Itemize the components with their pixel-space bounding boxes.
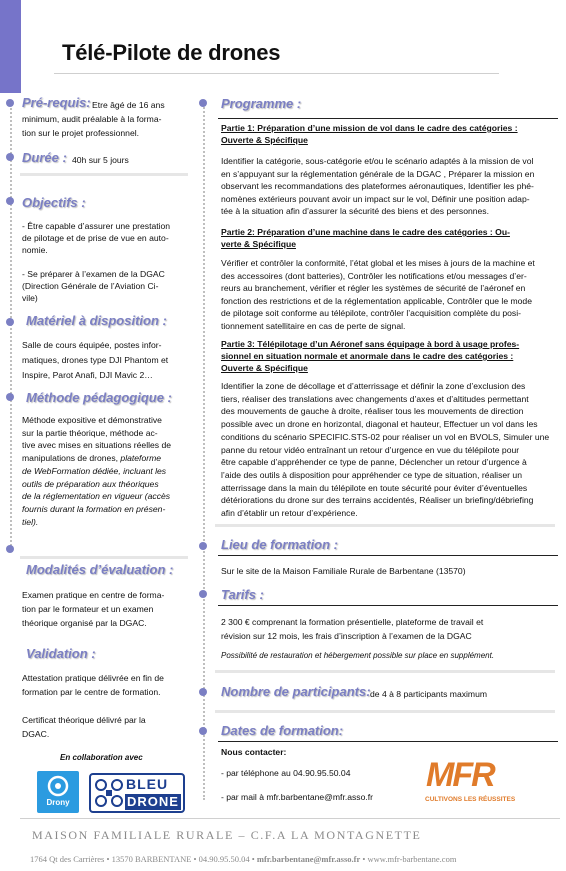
modalites-line: Examen pratique en centre de forma- (22, 590, 165, 600)
bullet (199, 727, 207, 735)
part3-title-line: sionnel en situation normale et anormale dans le cadre des catégories : (221, 351, 514, 361)
part3-line: être capable d’appréhender ce type de panne, Déclencher un retour d’urgence à (221, 457, 527, 468)
footer-address: 1764 Qt des Carrières • 13570 BARBENTANE • 04.90.95.50.04 • (30, 854, 255, 864)
validation-label: Validation : (26, 646, 96, 661)
tarifs-text-1: 2 300 € comprenant la formation présentielle, plateforme de travail et (221, 617, 484, 627)
tarifs-underline (218, 605, 558, 606)
materiel-text (22, 338, 190, 383)
objectifs-line: vile) (22, 293, 38, 303)
bullet (6, 153, 14, 161)
objectifs-line (22, 256, 190, 268)
modalites-line: théorique organisé par la DGAC. (22, 618, 147, 628)
objectifs-line: nomie. (22, 245, 48, 255)
duree-text: 40h sur 5 jours (72, 155, 129, 165)
prereq-text-2: minimum, audit préalable à la forma- (22, 114, 162, 124)
footer-email[interactable]: mfr.barbentane@mfr.asso.fr (256, 854, 361, 864)
objectifs-line: - Se préparer à l’examen de la DGAC (22, 269, 165, 279)
prereq-text-3: tion sur le projet professionnel. (22, 128, 140, 138)
part2-line: reurs au branchement, vérifier et régler les systèmes de sécurité de l’aéronef en (221, 283, 526, 293)
bullet (199, 590, 207, 598)
part2-title-line: verte & Spécifique (221, 239, 296, 249)
duree-label: Durée : (22, 150, 67, 165)
lieu-text: Sur le site de la Maison Familiale Rurale de Barbentane (13570) (221, 566, 466, 576)
part3-line: panne du retour vidéo entraînant un retour d’urgence en vue du télépilote pour (221, 444, 520, 455)
methode-line: de WebFormation dédiée, incluant les (22, 465, 167, 476)
part3-line: afin d’établir un retour d’expérience. (221, 508, 358, 519)
bullet (6, 318, 14, 326)
part3-line: tiers, réaliser des translations avec changements d’axes et d’altitudes permettant (221, 393, 529, 404)
part3-line: conditions du scénario SPECIFIC.STS-02 pour réaliser un vol en BVOLS, Simuler une (221, 431, 550, 442)
objectifs-text (22, 220, 190, 304)
materiel-line: Inspire, Parot Anafi, DJI Mavic 2… (22, 370, 153, 380)
materiel-line: matiques, drones type DJI Phantom et (22, 355, 169, 365)
mfr-logo (418, 756, 538, 806)
part1-title-line: Ouverte & Spécifique (221, 135, 308, 145)
page-title: Télé-Pilote de drones (62, 40, 281, 65)
modalites-text (22, 588, 192, 630)
collab-text: En collaboration avec (60, 753, 143, 762)
methode-italic: plateforme (120, 453, 162, 464)
contact-label: Nous contacter: (221, 747, 287, 757)
tarifs-text-2: révision sur 12 mois, les frais d’inscription à l’examen de la DGAC (221, 631, 472, 641)
footer-website[interactable]: • www.mfr-barbentane.com (362, 854, 457, 864)
participants-text: de 4 à 8 participants maximum (370, 689, 488, 699)
dates-underline (218, 741, 558, 742)
part2-title (221, 226, 561, 250)
lieu-label: Lieu de formation : (221, 537, 338, 552)
bleu-drone-text-1: BLEU (126, 776, 169, 792)
methode-line: fournis durant la formation en présen- (22, 503, 166, 514)
bullet (6, 99, 14, 107)
part1-line: en s’appuyant sur la réglementation générale de la DGAC , Préparer la mission en (221, 168, 535, 179)
programme-underline (218, 118, 558, 119)
part2-line: tionnement satellitaire en cas de perte de signal. (221, 320, 406, 331)
part1-line: observant les recommandations des plateformes aéronautiques, Identifier les phé- (221, 181, 534, 191)
prereq-text-1: Etre âgé de 16 ans (92, 100, 165, 110)
part1-title (221, 122, 561, 146)
footer-title: MAISON FAMILIALE RURALE – C.F.A LA MONTAGNETTE (32, 828, 422, 842)
methode-line: sur la partie théorique, méthode ac- (22, 427, 158, 438)
bleu-drone-logo (89, 773, 185, 813)
bullet (6, 393, 14, 401)
tarifs-label: Tarifs : (221, 587, 264, 602)
part3-title-line: Partie 3: Télépilotage d’un Aéronef sans équipage à bord à usage profes- (221, 339, 520, 349)
methode-line: de la réglementation en vigueur (accès (22, 491, 171, 502)
separator (215, 524, 555, 527)
part3-line: l’aide des outils à disposition pour appréhender ce type de situation, réaliser un (221, 469, 522, 480)
part3-line: Identifier la zone de décollage et d’atterrissage et définir la zone d’exclusion des (221, 381, 526, 391)
title-underline (54, 73, 499, 74)
part3-title-line: Ouverte & Spécifique (221, 363, 308, 373)
part1-line: tée à la situation afin d’assurer la sécurité des biens et des personnes. (221, 206, 489, 216)
methode-line: tiel). (22, 516, 39, 527)
part1-line: nomènes extérieurs pouvant avoir un impact sur le vol, Définir une position adap- (221, 193, 530, 204)
quadcopter-icon (94, 778, 124, 808)
top-accent-bar (0, 0, 21, 93)
objectifs-line: de pilotage et de prise de vue en auto- (22, 233, 169, 243)
bullet (6, 545, 14, 553)
mfr-tagline: CULTIVONS LES RÉUSSITES (425, 796, 516, 803)
part2-text (221, 257, 566, 332)
part3-line: détériorations du drone sur des terrains accidentés, Réaliser un briefing/débriefing (221, 495, 534, 506)
validation-line: Attestation pratique délivrée en fin de (22, 673, 164, 683)
part2-line: fonction des restrictions et de la réglementation applicable, Contrôler que le mode (221, 295, 532, 306)
methode-label: Méthode pédagogique : (26, 390, 172, 405)
modalites-label: Modalités d’évaluation : (26, 562, 174, 577)
part3-line: possible avec un drone en horizontal, diagonal et hauteur, Effectuer un vol dans les (221, 419, 538, 430)
objectifs-label: Objectifs : (22, 195, 86, 210)
part3-line: atterrissage dans la main du télépilote en toute sécurité pour éviter d’éventuelles (221, 482, 528, 493)
bleu-drone-text-2: DRONE (125, 794, 181, 810)
validation-line (22, 699, 192, 713)
drony-logo-icon (37, 773, 79, 801)
bullet (199, 99, 207, 107)
materiel-label: Matériel à disposition : (26, 313, 167, 328)
methode-line: tive avec mises en situations réelles de (22, 440, 172, 451)
separator (215, 670, 555, 673)
footer-separator (20, 818, 560, 819)
participants-label: Nombre de participants: (221, 684, 371, 699)
separator (20, 556, 188, 559)
contact-phone: - par téléphone au 04.90.95.50.04 (221, 768, 351, 778)
part2-line: Vérifier et contrôler la conformité, l’état global et les mises à jours de la machine et (221, 258, 535, 268)
part1-text (221, 155, 566, 218)
separator (215, 710, 555, 713)
objectifs-line: - Être capable d’assurer une prestation (22, 221, 171, 231)
part2-line: des accessoires (dont batteries), Contrôler les notifications et/ou messages d’er- (221, 270, 527, 281)
materiel-line: Salle de cours équipée, postes infor- (22, 340, 162, 350)
validation-text (22, 671, 192, 741)
modalites-line: tion par le formateur et un examen (22, 604, 154, 614)
dates-label: Dates de formation: (221, 723, 344, 738)
part1-title-line: Partie 1: Préparation d’une mission de vol dans le cadre des catégories : (221, 123, 518, 133)
part1-line: Identifier la catégorie, sous-catégorie et/ou le scénario adaptés à la mission de vol (221, 156, 534, 166)
bullet (6, 197, 14, 205)
validation-line: Certificat théorique délivré par la (22, 715, 146, 725)
methode-line: Méthode expositive et démonstrative (22, 415, 162, 425)
lieu-underline (218, 555, 558, 556)
part3-line: des mouvements de gauche à droite, réaliser tous les mouvements de direction (221, 406, 524, 417)
separator (20, 173, 188, 176)
drony-logo-text: Drony (46, 798, 70, 807)
footer-address-line (30, 854, 456, 864)
bullet (199, 688, 207, 696)
drony-logo (37, 771, 79, 813)
methode-line-start: manipulations de drones, (22, 453, 121, 464)
bullet (199, 542, 207, 550)
objectifs-line: (Direction Générale de l’Aviation Ci- (22, 281, 159, 291)
part3-text (221, 380, 566, 520)
programme-label: Programme : (221, 96, 302, 111)
validation-line: formation par le centre de formation. (22, 687, 161, 697)
tarifs-note: Possibilité de restauration et hébergement possible sur place en supplément. (221, 651, 495, 660)
methode-line (22, 452, 192, 465)
part2-title-line: Partie 2: Préparation d’une machine dans le cadre des catégories : Ou- (221, 227, 510, 237)
methode-text (22, 414, 192, 528)
part2-line: de pilotage soit conforme au télépilote, contrôler l’acquisition complète du posi- (221, 308, 521, 318)
contact-mail: - par mail à mfr.barbentane@mfr.asso.fr (221, 792, 374, 802)
mfr-logo-text: MFR (426, 756, 494, 794)
validation-line: DGAC. (22, 729, 50, 739)
part3-title (221, 338, 566, 374)
methode-line: outils de préparation aux théoriques (22, 478, 159, 489)
prereq-label: Pré-requis: (22, 95, 91, 110)
